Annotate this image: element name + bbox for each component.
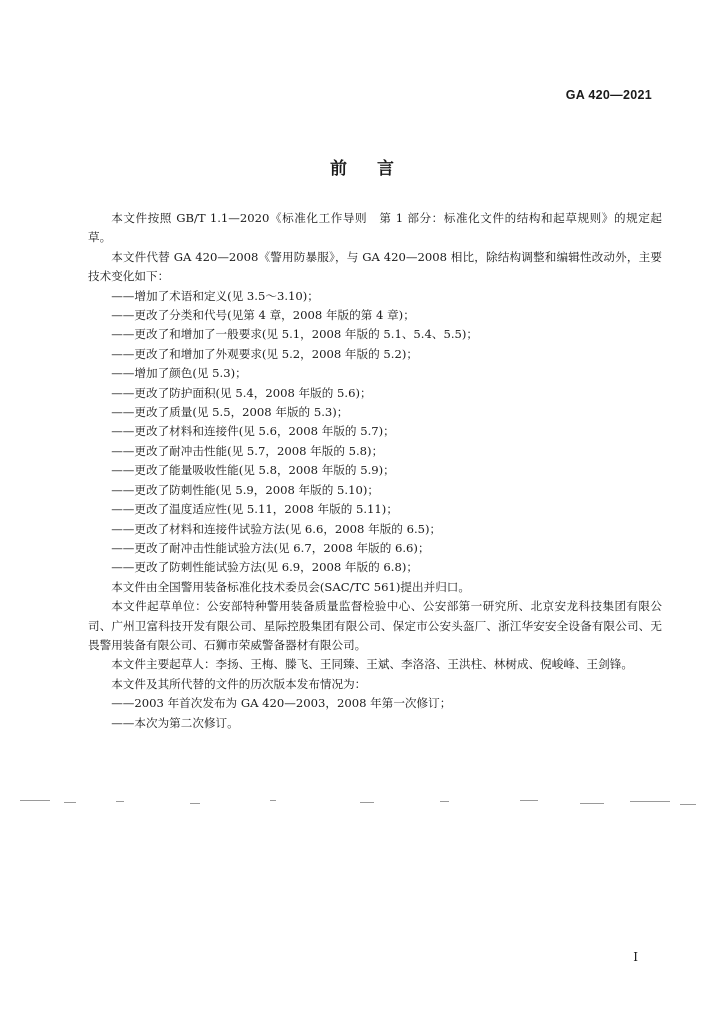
list-item: ——更改了质量(见 5.5，2008 年版的 5.3)；	[111, 405, 349, 420]
closing-paragraph: 本文件及其所代替的文件的历次版本发布情况为：	[111, 676, 367, 691]
closing-paragraph: 本文件起草单位：公安部特种警用装备质量监督检验中心、公安部第一研究所、北京安龙科技集团有限公司、广州卫富科技开发有限公司、星际控股集团有限公司、保定市公安头盔厂、浙江华安安全设备有限公司、无畏警用装备有限公司、石狮市荣威警备器材有限公司。	[88, 599, 662, 652]
closing-paragraph: 本文件由全国警用装备标准化技术委员会(SAC/TC 561)提出并归口。	[111, 579, 470, 594]
list-item: ——更改了耐冲击性能(见 5.7，2008 年版的 5.8)；	[111, 443, 384, 458]
closing-paragraph: 本文件主要起草人：李扬、王梅、滕飞、王同臻、王斌、李洛洛、王洪柱、林树成、倪峻峰、王剑锋。	[111, 657, 633, 672]
list-item: ——更改了和增加了一般要求(见 5.1，2008 年版的 5.1、5.4、5.5)；	[111, 327, 479, 342]
changes-list	[88, 287, 662, 578]
list-item: ——本次为第二次修订。	[111, 715, 239, 730]
document-body	[88, 209, 662, 733]
list-item: ——更改了防护面积(见 5.4，2008 年版的 5.6)；	[111, 385, 372, 400]
list-item: ——2003 年首次发布为 GA 420—2003，2008 年第一次修订；	[111, 696, 452, 711]
history-list	[88, 694, 662, 733]
list-item: ——更改了温度适应性(见 5.11，2008 年版的 5.11)；	[111, 502, 398, 517]
intro-paragraph: 本文件按照 GB/T 1.1—2020《标准化工作导则 第 1 部分：标准化文件的结构和起草规则》的规定起草。	[88, 211, 662, 245]
list-item: ——更改了耐冲击性能试验方法(见 6.7，2008 年版的 6.6)；	[111, 540, 430, 555]
list-item: ——更改了材料和连接件(见 5.6，2008 年版的 5.7)；	[111, 424, 395, 439]
list-item: ——更改了分类和代号(见第 4 章，2008 年版的第 4 章)；	[111, 308, 415, 323]
scan-artifact-line	[20, 798, 700, 808]
intro-paragraph: 本文件代替 GA 420—2008《警用防暴服》，与 GA 420—2008 相比，除结构调整和编辑性改动外，主要技术变化如下：	[88, 249, 662, 284]
page-title: 前言	[330, 159, 424, 179]
document-code: GA 420—2021	[565, 88, 652, 102]
list-item: ——更改了防刺性能(见 5.9，2008 年版的 5.10)；	[111, 482, 379, 497]
list-item: ——更改了材料和连接件试验方法(见 6.6，2008 年版的 6.5)；	[111, 521, 442, 536]
list-item: ——更改了和增加了外观要求(见 5.2，2008 年版的 5.2)；	[111, 346, 418, 361]
page-number: I	[633, 950, 638, 964]
list-item: ——更改了防刺性能试验方法(见 6.9，2008 年版的 6.8)；	[111, 560, 418, 575]
list-item: ——增加了术语和定义(见 3.5～3.10)；	[111, 288, 319, 303]
list-item: ——增加了颜色(见 5.3)；	[111, 366, 247, 381]
list-item: ——更改了能量吸收性能(见 5.8，2008 年版的 5.9)；	[111, 463, 395, 478]
